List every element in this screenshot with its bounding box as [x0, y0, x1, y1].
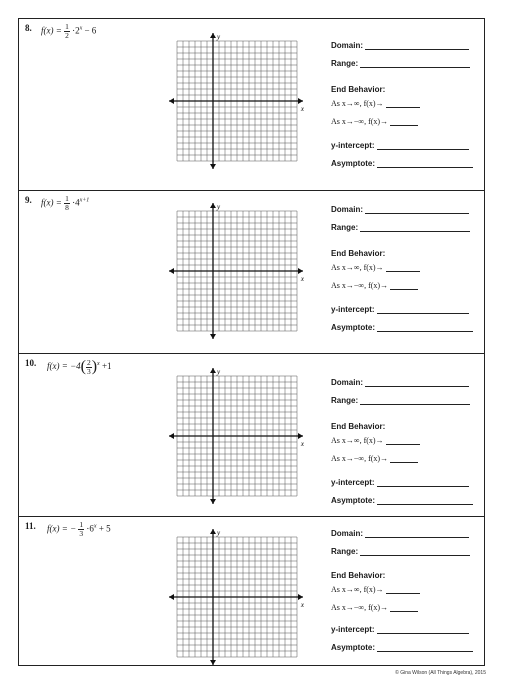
axis-arrow [169, 433, 174, 439]
asymptote-blank[interactable] [377, 331, 473, 332]
axis-arrow [210, 164, 216, 169]
end-behavior-neg: As x→−∞, f(x)→ [331, 603, 389, 612]
problem-number: 8. [25, 23, 32, 33]
y-intercept-label: y-intercept: [331, 478, 375, 487]
domain-blank[interactable] [365, 213, 469, 214]
coordinate-grid[interactable] [167, 527, 307, 667]
y-axis-label: y [217, 529, 221, 537]
problem-number: 11. [25, 521, 36, 531]
end-behavior-neg: As x→−∞, f(x)→ [331, 117, 389, 126]
domain-label: Domain: [331, 205, 363, 214]
axis-arrow [210, 368, 216, 373]
range-label: Range: [331, 396, 359, 405]
coordinate-grid[interactable] [167, 201, 307, 341]
problem-formula: f(x) = $\frac{1}{8}$ $\cdot 4^{x+1}$ [41, 194, 90, 212]
y-intercept-blank[interactable] [377, 313, 469, 314]
axis-arrow [298, 98, 303, 104]
x-axis-label: x [300, 440, 304, 448]
y-intercept-label: y-intercept: [331, 625, 375, 634]
asymptote-label: Asymptote: [331, 496, 376, 505]
x-axis-label: x [300, 105, 304, 113]
end-behavior-pos: As x→∞, f(x)→ [331, 263, 384, 272]
problem-11 [19, 516, 484, 666]
axis-arrow [210, 660, 216, 665]
domain-label: Domain: [331, 41, 363, 50]
y-intercept-label: y-intercept: [331, 305, 375, 314]
axis-arrow [210, 499, 216, 504]
asymptote-blank[interactable] [377, 651, 473, 652]
problem-number: 9. [25, 195, 32, 205]
y-axis-label: y [217, 33, 221, 41]
end-behavior-neg-blank[interactable] [390, 611, 418, 612]
range-blank[interactable] [360, 555, 470, 556]
problem-9 [19, 190, 484, 353]
y-intercept-blank[interactable] [377, 486, 469, 487]
asymptote-label: Asymptote: [331, 159, 376, 168]
grid-svg [167, 31, 307, 171]
coordinate-grid[interactable] [167, 366, 307, 506]
end-behavior-pos: As x→∞, f(x)→ [331, 99, 384, 108]
grid-svg [167, 366, 307, 506]
end-behavior-neg: As x→−∞, f(x)→ [331, 454, 389, 463]
axis-arrow [169, 268, 174, 274]
problem-formula: f(x) = −4( $\frac{2}{3}$ )$^x$ +1 [47, 357, 112, 376]
range-blank[interactable] [360, 404, 470, 405]
range-label: Range: [331, 547, 359, 556]
domain-blank[interactable] [365, 386, 469, 387]
asymptote-blank[interactable] [377, 167, 473, 168]
problem-formula: f(x) = − $\frac{1}{3}$ $\cdot 6^x + 5$ [47, 520, 111, 538]
axis-arrow [169, 98, 174, 104]
y-intercept-label: y-intercept: [331, 141, 375, 150]
axis-arrow [298, 268, 303, 274]
end-behavior-neg: As x→−∞, f(x)→ [331, 281, 389, 290]
range-label: Range: [331, 59, 359, 68]
problem-10 [19, 353, 484, 516]
coordinate-grid[interactable] [167, 31, 307, 171]
y-axis-label: y [217, 368, 221, 376]
asymptote-label: Asymptote: [331, 323, 376, 332]
end-behavior-pos: As x→∞, f(x)→ [331, 436, 384, 445]
axis-arrow [169, 594, 174, 600]
axis-arrow [298, 433, 303, 439]
problem-8 [19, 19, 484, 190]
end-behavior-label: End Behavior: [331, 422, 386, 431]
end-behavior-label: End Behavior: [331, 85, 386, 94]
axis-arrow [210, 203, 216, 208]
end-behavior-neg-blank[interactable] [390, 125, 418, 126]
y-intercept-blank[interactable] [377, 633, 469, 634]
y-intercept-blank[interactable] [377, 149, 469, 150]
grid-svg [167, 527, 307, 667]
domain-blank[interactable] [365, 537, 469, 538]
asymptote-blank[interactable] [377, 504, 473, 505]
end-behavior-pos: As x→∞, f(x)→ [331, 585, 384, 594]
asymptote-label: Asymptote: [331, 643, 376, 652]
copyright-credit: © Gina Wilson (All Things Algebra), 2015 [395, 670, 486, 676]
end-behavior-pos-blank[interactable] [386, 444, 420, 445]
end-behavior-neg-blank[interactable] [390, 289, 418, 290]
domain-label: Domain: [331, 529, 363, 538]
axis-arrow [210, 529, 216, 534]
axis-arrow [298, 594, 303, 600]
end-behavior-pos-blank[interactable] [386, 271, 420, 272]
domain-label: Domain: [331, 378, 363, 387]
range-blank[interactable] [360, 231, 470, 232]
y-axis-label: y [217, 203, 221, 211]
end-behavior-neg-blank[interactable] [390, 462, 418, 463]
problem-number: 10. [25, 358, 37, 368]
end-behavior-pos-blank[interactable] [386, 107, 420, 108]
worksheet [18, 18, 485, 666]
grid-svg [167, 201, 307, 341]
x-axis-label: x [300, 601, 304, 609]
range-blank[interactable] [360, 67, 470, 68]
axis-arrow [210, 33, 216, 38]
axis-arrow [210, 334, 216, 339]
end-behavior-label: End Behavior: [331, 249, 386, 258]
problem-formula: f(x) = $\frac{1}{2}$ $\cdot 2^x - 6$ [41, 22, 97, 40]
range-label: Range: [331, 223, 359, 232]
domain-blank[interactable] [365, 49, 469, 50]
end-behavior-label: End Behavior: [331, 571, 386, 580]
end-behavior-pos-blank[interactable] [386, 593, 420, 594]
x-axis-label: x [300, 275, 304, 283]
